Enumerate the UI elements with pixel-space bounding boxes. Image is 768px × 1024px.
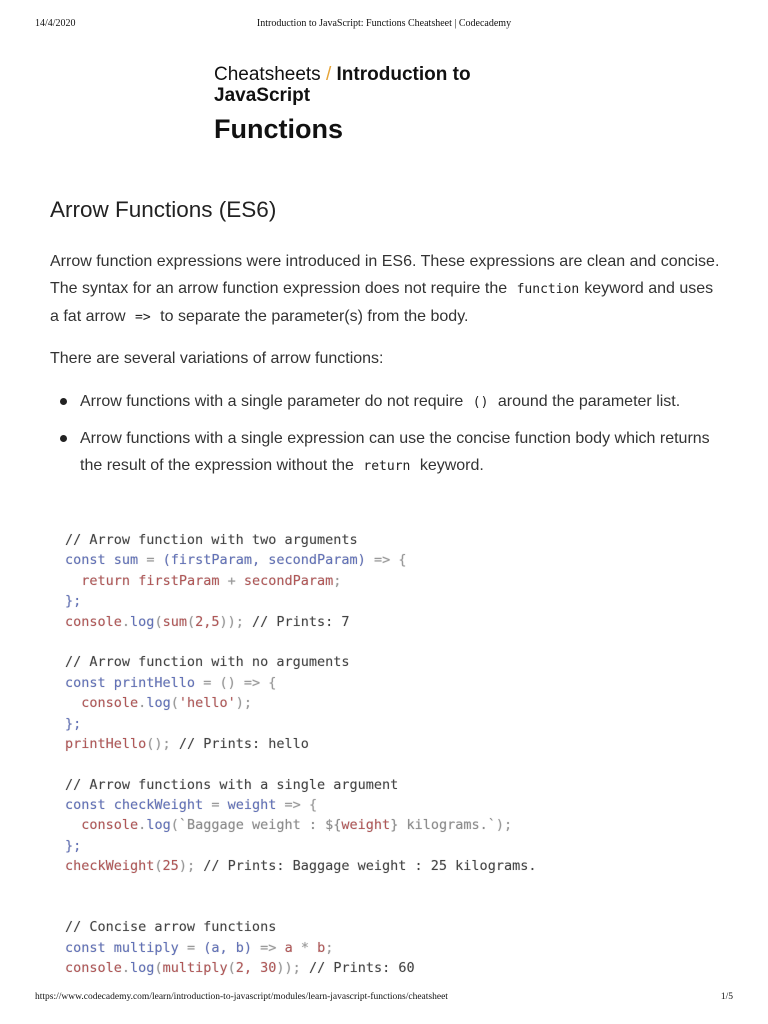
code-line: // Arrow function with no arguments	[65, 654, 350, 671]
code-line: // Arrow function with two arguments	[65, 532, 358, 548]
inline-code-fat-arrow: =>	[135, 310, 151, 325]
pdf-print-header	[35, 18, 733, 32]
list-item: Arrow functions with a single expression can use the concise function body which returns the result of the expression without the return keyword.	[50, 425, 730, 480]
breadcrumb-separator: /	[325, 64, 332, 85]
print-page-title: Introduction to JavaScript: Functions Cheatsheet | Codecademy	[256, 18, 512, 29]
breadcrumb-current[interactable]: Introduction to JavaScript	[214, 64, 471, 106]
bullet-dot-icon	[60, 435, 67, 442]
variations-list	[50, 388, 730, 489]
variations-paragraph: There are several variations of arrow functions:	[50, 350, 384, 367]
section-title: Arrow Functions (ES6)	[50, 197, 277, 222]
code-line: return firstParam + secondParam;	[81, 572, 342, 589]
print-url: https://www.codecademy.com/learn/introduction-to-javascript/modules/learn-javascript-functions/cheatsheet	[35, 992, 448, 1002]
code-line: checkWeight(25); // Prints: Baggage weight : 25 kilograms.	[65, 858, 537, 875]
page-title: Functions	[214, 114, 343, 144]
list-item: Arrow functions with a single parameter do not require () around the parameter list.	[50, 388, 730, 416]
code-line: };	[65, 715, 82, 732]
breadcrumb	[214, 64, 514, 106]
code-line: console.log(`Baggage weight : ${weight} kilograms.`);	[81, 817, 513, 834]
inline-code-parens: ()	[472, 395, 489, 410]
code-line: // Concise arrow functions	[65, 919, 277, 936]
code-line: console.log('hello');	[81, 695, 253, 712]
code-line: const checkWeight = weight => {	[65, 797, 318, 814]
code-line: };	[65, 593, 82, 610]
code-line: const multiply = (a, b) => a * b;	[65, 939, 334, 956]
intro-paragraph: Arrow function expressions were introduced in ES6. These expressions are clean and concise. The syntax for an arrow function expression does not require the function keyword and uses a fat arrow => to separate the parameter(s) from the body.	[50, 253, 720, 325]
code-line: console.log(sum(2,5)); // Prints: 7	[65, 613, 350, 630]
code-line: console.log(multiply(2, 30)); // Prints: 60	[65, 960, 415, 977]
breadcrumb-link-cheatsheets[interactable]: Cheatsheets	[214, 64, 321, 85]
print-date: 14/4/2020	[35, 18, 76, 29]
inline-code-return: return	[363, 459, 411, 474]
code-line: const printHello = () => {	[65, 674, 277, 691]
code-line: // Arrow functions with a single argument	[65, 776, 399, 793]
pdf-print-footer	[35, 992, 733, 1006]
code-line: };	[65, 837, 82, 854]
print-page-number: 1/5	[720, 992, 733, 1002]
bullet-dot-icon	[60, 398, 67, 405]
code-line: printHello(); // Prints: hello	[65, 735, 309, 752]
code-line: const sum = (firstParam, secondParam) => {	[65, 552, 407, 569]
code-block	[65, 530, 725, 979]
inline-code-function: function	[516, 282, 580, 297]
